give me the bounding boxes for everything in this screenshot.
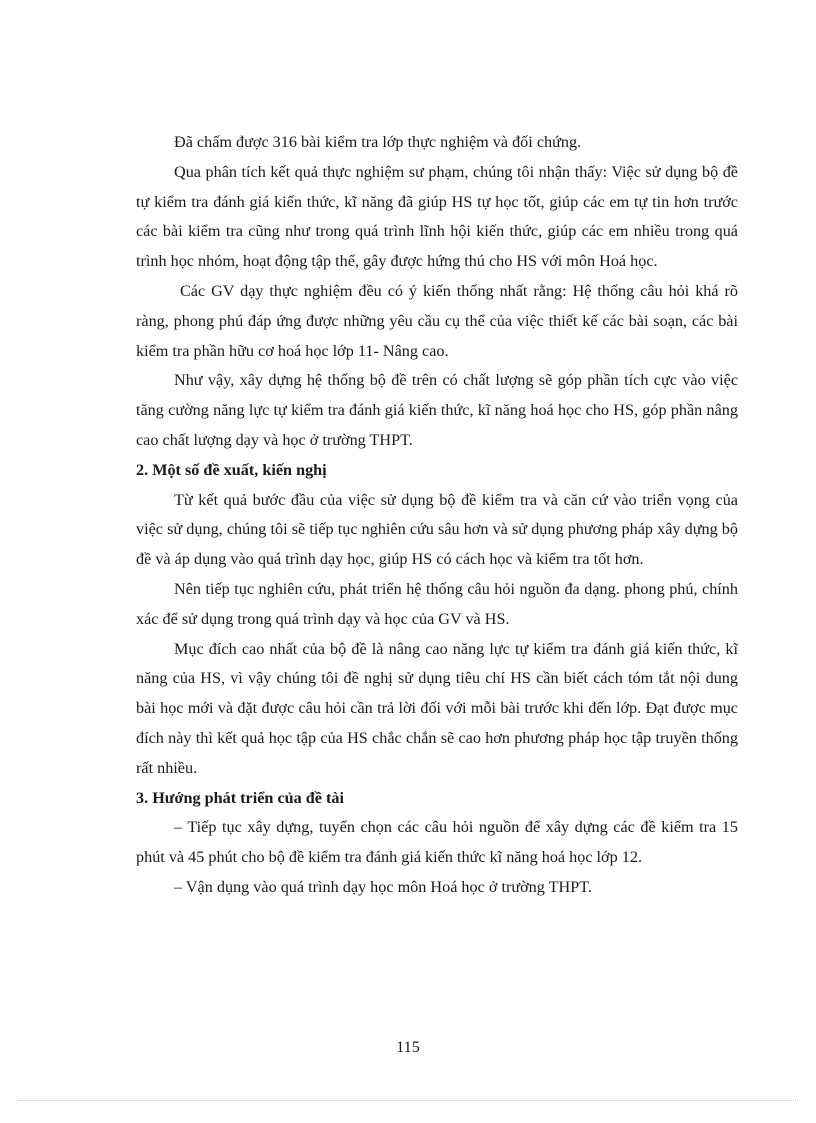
paragraph-graded-count: Đã chấm được 316 bài kiểm tra lớp thực nghiệm và đối chứng. bbox=[174, 133, 582, 151]
paragraph-recommendation-2: Nên tiếp tục nghiên cứu, phát triển hệ thống câu hỏi nguồn đa dạng. phong phú, chính xác để sử dụng trong quá trình dạy và học của GV và HS. bbox=[136, 579, 738, 628]
paragraph-teacher-opinions: Các GV dạy thực nghiệm đều có ý kiến thống nhất rằng: Hệ thống câu hỏi khá rõ ràng, phong phú đáp ứng được những yêu cầu cụ thể của việc thiết kế các bài soạn, các bài kiểm tra phần hữu cơ hoá học lớp 11- Nâng cao. bbox=[136, 281, 738, 360]
paragraph-development-1: – Tiếp tục xây dựng, tuyển chọn các câu hỏi nguồn để xây dựng các đề kiểm tra 15 phút và 45 phút cho bộ đề kiểm tra đánh giá kiến thức kĩ năng hoá học lớp 12. bbox=[136, 818, 738, 867]
paragraph-recommendation-3: Mục đích cao nhất của bộ đề là nâng cao năng lực tự kiểm tra đánh giá kiến thức, kĩ năng của HS, vì vậy chúng tôi đề nghị sử dụng tiêu chí HS cần biết cách tóm tắt nội dung bài học mới và đặt được câu hỏi cần trả lời đối với mỗi bài trước khi đến lớp. Đạt được mục đích này thì kết quả học tập của HS chắc chắn sẽ cao hơn phương pháp học tập truyền thống rất nhiều. bbox=[136, 639, 738, 777]
page-number: 115 bbox=[396, 1038, 420, 1056]
section-heading-development: 3. Hướng phát triển của đề tài bbox=[136, 788, 344, 807]
paragraph-recommendation-1: Từ kết quả bước đầu của việc sử dụng bộ đề kiểm tra và căn cứ vào triển vọng của việc sử dụng, chúng tôi sẽ tiếp tục nghiên cứu sâu hơn và sử dụng phương pháp xây dựng bộ đề và áp dụng vào quá trình dạy học, giúp HS có cách học và kiểm tra tốt hơn. bbox=[136, 490, 738, 569]
section-heading-recommendations: 2. Một số đề xuất, kiến nghị bbox=[136, 460, 327, 479]
paragraph-development-2: – Vận dụng vào quá trình dạy học môn Hoá học ở trường THPT. bbox=[174, 877, 592, 896]
page-bottom-divider bbox=[18, 1100, 798, 1101]
page-body bbox=[136, 128, 738, 903]
paragraph-analysis: Qua phân tích kết quả thực nghiệm sư phạm, chúng tôi nhận thấy: Việc sử dụng bộ đề tự kiểm tra đánh giá kiến thức, kĩ năng đã giúp HS tự học tốt, giúp các em tự tin hơn trước các bài kiểm tra cũng như trong quá trình lĩnh hội kiến thức, giúp các em nhiều trong quá trình học nhóm, hoạt động tập thể, gây được hứng thú cho HS với môn Hoá học. bbox=[136, 162, 738, 271]
paragraph-conclusion: Như vậy, xây dựng hệ thống bộ đề trên có chất lượng sẽ góp phần tích cực vào việc tăng cường năng lực tự kiểm tra đánh giá kiến thức, kĩ năng hoá học cho HS, góp phần nâng cao chất lượng dạy và học ở trường THPT. bbox=[136, 371, 738, 449]
